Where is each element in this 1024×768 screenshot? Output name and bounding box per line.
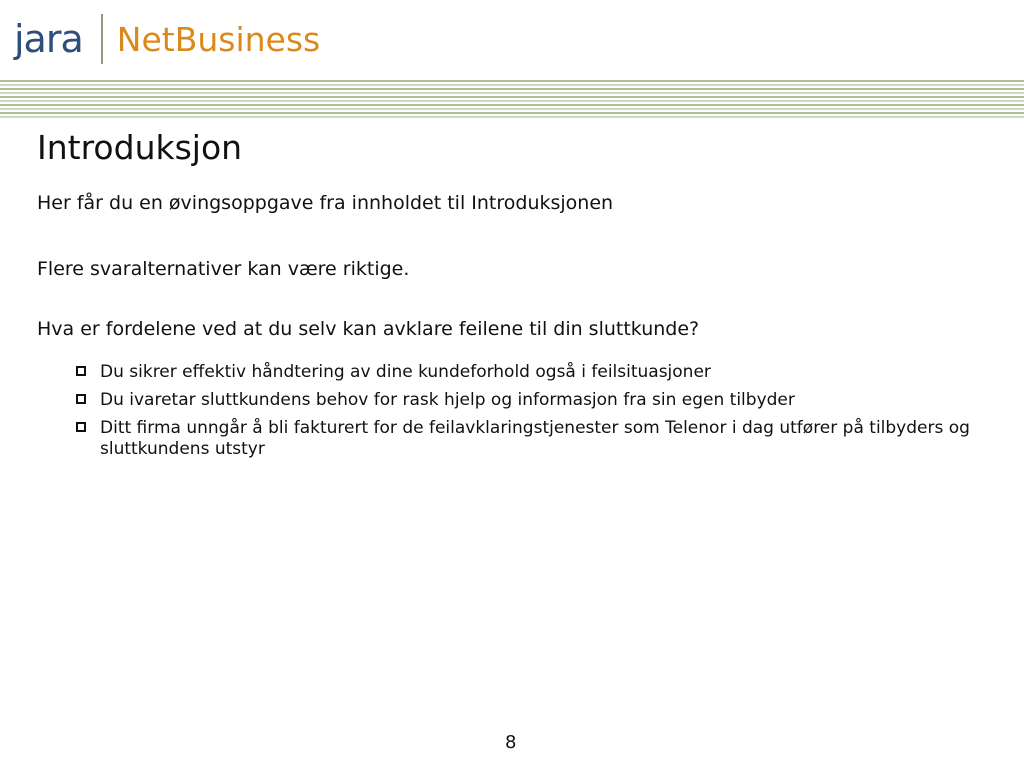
checkbox-icon[interactable] xyxy=(76,366,86,376)
logo xyxy=(14,14,320,64)
page-number: 8 xyxy=(505,732,517,753)
checkbox-icon[interactable] xyxy=(76,394,86,404)
instruction-text: Flere svaralternativer kan være riktige. xyxy=(37,258,410,280)
header-stripe-line xyxy=(0,104,1024,106)
header-stripe-line xyxy=(0,116,1024,118)
answer-option-label: Ditt firma unngår å bli fakturert for de feilavklaringstjenester som Telenor i dag utfører på tilbyders og sluttkundens utstyr xyxy=(100,418,970,459)
header-stripe-line xyxy=(0,84,1024,86)
answer-option[interactable] xyxy=(76,390,996,411)
checkbox-icon[interactable] xyxy=(76,422,86,432)
header-stripe-line xyxy=(0,112,1024,114)
logo-divider xyxy=(101,14,103,64)
answer-option[interactable] xyxy=(76,362,996,383)
answer-option[interactable] xyxy=(76,418,996,460)
header-stripe-line xyxy=(0,92,1024,94)
header-stripe-line xyxy=(0,100,1024,102)
slide-title: Introduksjon xyxy=(37,128,243,167)
answer-options xyxy=(76,362,996,467)
logo-jara-text: jara xyxy=(14,17,83,61)
answer-option-label: Du ivaretar sluttkundens behov for rask hjelp og informasjon fra sin egen tilbyder xyxy=(100,390,795,410)
header-stripes xyxy=(0,80,1024,118)
question-text: Hva er fordelene ved at du selv kan avklare feilene til din sluttkunde? xyxy=(37,318,700,340)
header-stripe-line xyxy=(0,80,1024,82)
header-stripe-line xyxy=(0,108,1024,110)
header-stripe-line xyxy=(0,88,1024,90)
logo-netbusiness-text: NetBusiness xyxy=(116,19,321,59)
answer-option-label: Du sikrer effektiv håndtering av dine kundeforhold også i feilsituasjoner xyxy=(100,362,711,382)
header-stripe-line xyxy=(0,96,1024,98)
intro-text: Her får du en øvingsoppgave fra innholdet til Introduksjonen xyxy=(37,192,614,214)
